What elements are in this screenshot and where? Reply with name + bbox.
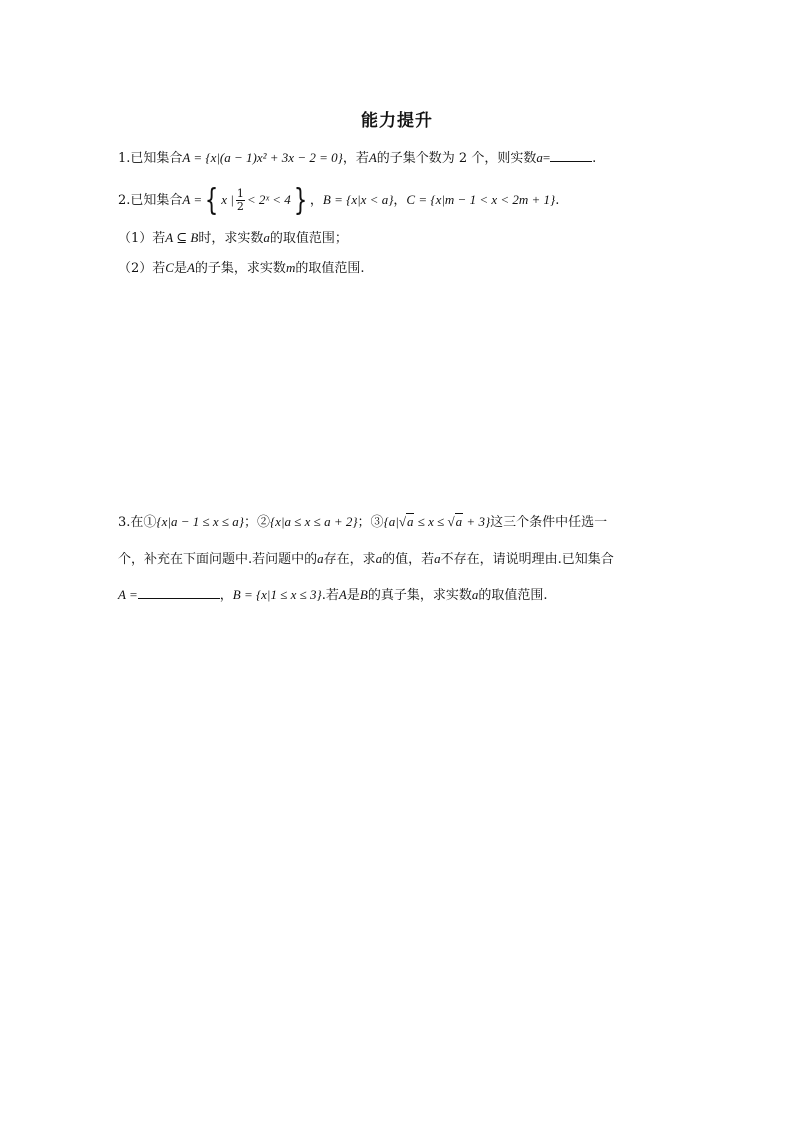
q3-opt3-post: + 3}	[463, 514, 491, 529]
question-2-part-2	[118, 258, 364, 279]
q2-part2-set-c: C	[165, 260, 174, 275]
q3-line3-set-b: B = {x|1 ≤ x ≤ 3}	[232, 587, 322, 602]
q3-opt3-radicand-1: a	[406, 514, 414, 529]
q2-part2-mid: 是	[173, 261, 187, 276]
q2-set-b: B = {x|x < a}	[322, 192, 394, 207]
q3-opt3-mid: ≤ x ≤	[414, 514, 448, 529]
q3-line2-c: 的值，若	[382, 552, 435, 567]
q2-part2-var: m	[285, 260, 296, 275]
q2-part1-text: 时，求实数	[198, 231, 264, 246]
q1-period: .	[592, 151, 597, 166]
left-brace-icon: {	[205, 183, 219, 218]
q3-line2-var2: a	[375, 551, 383, 566]
q3-answer-blank[interactable]	[138, 586, 220, 599]
q2-part1-end: 的取值范围；	[269, 231, 348, 246]
q1-prefix: 1.已知集合	[118, 151, 183, 166]
question-1	[118, 148, 596, 169]
q2-sep2: ，	[393, 193, 407, 208]
right-brace-icon: }	[293, 183, 308, 218]
q1-answer-blank[interactable]	[550, 149, 592, 162]
q2-part1-condition: A ⊆ B	[165, 230, 199, 245]
q2-part2-label: （2）若	[118, 261, 166, 276]
sqrt-icon: √a	[398, 514, 414, 529]
question-3-line-1	[118, 512, 607, 533]
q3-line3-sep: ，	[219, 588, 233, 603]
q1-middle: ，若	[342, 151, 369, 166]
q3-line3-var-B: B	[359, 587, 368, 602]
question-2	[118, 183, 560, 218]
q1-var-a: a	[536, 150, 543, 165]
q1-var-A: A	[368, 150, 377, 165]
q3-line2-a: 个，补充在下面问题中.若问题中的	[118, 552, 318, 567]
q3-line3-end: 的取值范围.	[478, 588, 548, 603]
q3-line3-set-a: A =	[118, 587, 138, 602]
sqrt-icon: √a	[447, 514, 463, 529]
q2-prefix: 2.已知集合	[118, 193, 183, 208]
q1-text: 的子集个数为 2 个，则实数	[376, 151, 537, 166]
q3-prefix: 3.在①	[118, 515, 157, 530]
page-title: 能力提升	[361, 111, 433, 131]
q2-set-a-lhs: A =	[182, 192, 203, 207]
question-3-line-3	[118, 585, 547, 606]
q3-opt3-pre: {a|	[383, 514, 399, 529]
q2-set-a-rest: < 2ˣ < 4	[246, 192, 291, 207]
q3-opt3-radicand-2: a	[455, 514, 463, 529]
q2-part1-var: a	[263, 230, 270, 245]
q2-part2-end: 的取值范围.	[295, 261, 365, 276]
q2-period: .	[555, 193, 560, 208]
q2-frac-numerator: 1	[236, 187, 244, 200]
q3-line3-c: 的真子集，求实数	[367, 588, 472, 603]
q3-sep1: ；②	[243, 515, 270, 530]
q2-sep1: ，	[309, 193, 323, 208]
q3-line2-b: 存在，求	[323, 552, 376, 567]
q2-fraction	[236, 188, 245, 213]
question-3-line-2	[118, 549, 614, 570]
q3-option-3	[384, 513, 491, 529]
q1-equals: =	[542, 150, 551, 165]
q2-set-a-x: x |	[221, 192, 234, 207]
q3-line3-b: 是	[346, 588, 360, 603]
q2-part2-text: 的子集，求实数	[194, 261, 286, 276]
q3-line2-d: 不存在，请说明理由.已知集合	[440, 552, 614, 567]
q3-line3-var-a: a	[471, 587, 479, 602]
q3-option-1: {x|a − 1 ≤ x ≤ a}	[156, 514, 244, 529]
q2-part2-set-a: A	[186, 260, 195, 275]
q3-line3-a: .若	[321, 588, 339, 603]
q3-line3-var-A: A	[338, 587, 347, 602]
q3-option-2: {x|a ≤ x ≤ a + 2}	[269, 514, 358, 529]
q2-frac-denominator: 2	[236, 200, 244, 213]
q1-set-a: A = {x|(a − 1)x² + 3x − 2 = 0}	[182, 150, 343, 165]
q2-part1-label: （1）若	[118, 231, 166, 246]
q3-line2-var3: a	[434, 551, 441, 566]
q3-sep2: ；③	[357, 515, 384, 530]
q3-line1-end: 这三个条件中任选一	[490, 515, 608, 530]
q3-line2-var1: a	[317, 551, 324, 566]
question-2-part-1	[118, 228, 348, 249]
q2-set-c: C = {x|m − 1 < x < 2m + 1}	[406, 192, 556, 207]
